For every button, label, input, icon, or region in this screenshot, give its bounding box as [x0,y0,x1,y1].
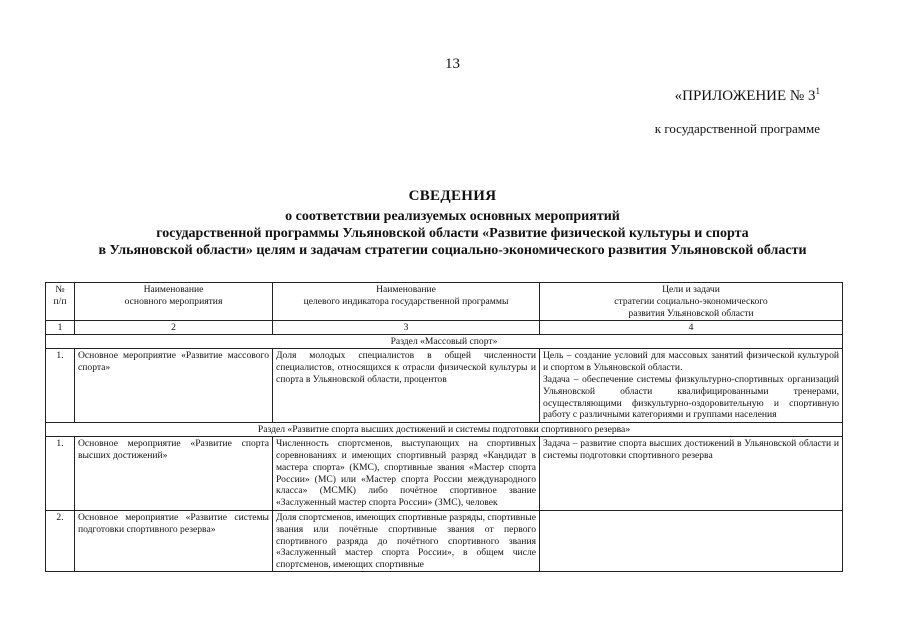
table-row [46,349,843,423]
to-program-label: к государственной программе [654,121,820,136]
column-number: 4 [540,321,843,335]
activity-cell: Основное мероприятие «Развитие системы подготовки спортивного резерва» [75,510,273,571]
indicator-cell: Численность спортсменов, выступающих на спортивных соревнованиях и имеющих спортивный разряд «Кандидат в мастера спорта» (КМС), спортивные звания «Мастер спорта России» (МС) или «Мастер спорта России международного класса» (МСМК) либо почётное спортивное звание «Заслуженный мастер спорта России» (ЗМС), человек [273,437,540,511]
section-title: Раздел «Развитие спорта высших достижений и системы подготовки спортивного резерва» [46,423,843,437]
table-header-row [46,283,843,321]
header-goals-line-2: стратегии социально-экономического [614,295,768,307]
table-row [46,510,843,571]
document-title: СВЕДЕНИЯ [408,188,497,204]
indicator-cell: Доля молодых специалистов в общей численности специалистов, относящихся к отрасли физической культуры и спорта в Ульяновской области, процентов [273,349,540,423]
header-goals-line-3: развития Ульяновской области [628,307,754,319]
section-row-mass-sport [46,335,843,349]
row-number: 1. [46,349,75,423]
table-row [46,437,843,511]
header-num [46,283,75,321]
section-row-high-achievement [46,423,843,437]
column-number: 2 [75,321,273,335]
goals-cell [540,349,843,423]
section-title: Раздел «Массовый спорт» [46,335,843,349]
indicator-text-clip: Доля спортсменов, имеющих спортивные разряды, спортивные звания или почётные спортивные звания от первого спортивного разряда до почётного спортивного звания «Заслуженный мастер спорта России», в общем числе спортсменов, имеющих спортивные [276,511,536,570]
header-activity-line-2: основного мероприятия [124,295,223,307]
header-goals [540,283,843,321]
appendix-label [675,86,820,105]
page-number: 13 [445,56,460,72]
row-number: 2. [46,510,75,571]
column-number: 3 [273,321,540,335]
subtitle-line-2: государственной программы Ульяновской области «Развитие физической культуры и спорта [156,226,749,241]
correspondence-table [45,282,843,572]
subtitle-line-3: в Ульяновской области» целям и задачам стратегии социально-экономического развития Ульяновской области [98,243,807,258]
appendix-text: «ПРИЛОЖЕНИЕ № 3 [674,88,816,104]
activity-cell: Основное мероприятие «Развитие массового спорта» [75,349,273,423]
goals-cell: Задача – развитие спорта высших достижений в Ульяновской области и системы подготовки спортивного резерва [540,437,843,511]
header-activity-line-1: Наименование [143,284,204,295]
goal-text: Цель – создание условий для массовых занятий физической культурой и спортом в Ульяновской области. [543,350,839,374]
goals-cell [540,510,843,571]
task-text: Задача – обеспечение системы физкультурно-спортивных организаций Ульяновской области квалифицированными тренерами, осуществляющими физкультурно-оздоровительную и спортивную работу с различными категориями и группами населения [543,373,839,421]
activity-cell: Основное мероприятие «Развитие спорта высших достижений» [75,437,273,511]
header-activity [75,283,273,321]
column-number: 1 [46,321,75,335]
header-goals-line-1: Цели и задачи [662,284,720,295]
column-number-row [46,321,843,335]
document-subtitle [40,208,865,259]
header-indicator-line-2: целевого индикатора государственной программы [303,295,509,307]
header-num-line-1: № [55,284,65,295]
header-indicator [273,283,540,321]
indicator-cell [273,510,540,571]
header-indicator-line-1: Наименование [376,284,436,295]
header-num-line-2: п/п [53,295,67,307]
appendix-footnote-mark: 1 [815,86,820,96]
row-number: 1. [46,437,75,511]
subtitle-line-1: о соответствии реализуемых основных мероприятий [285,209,620,224]
